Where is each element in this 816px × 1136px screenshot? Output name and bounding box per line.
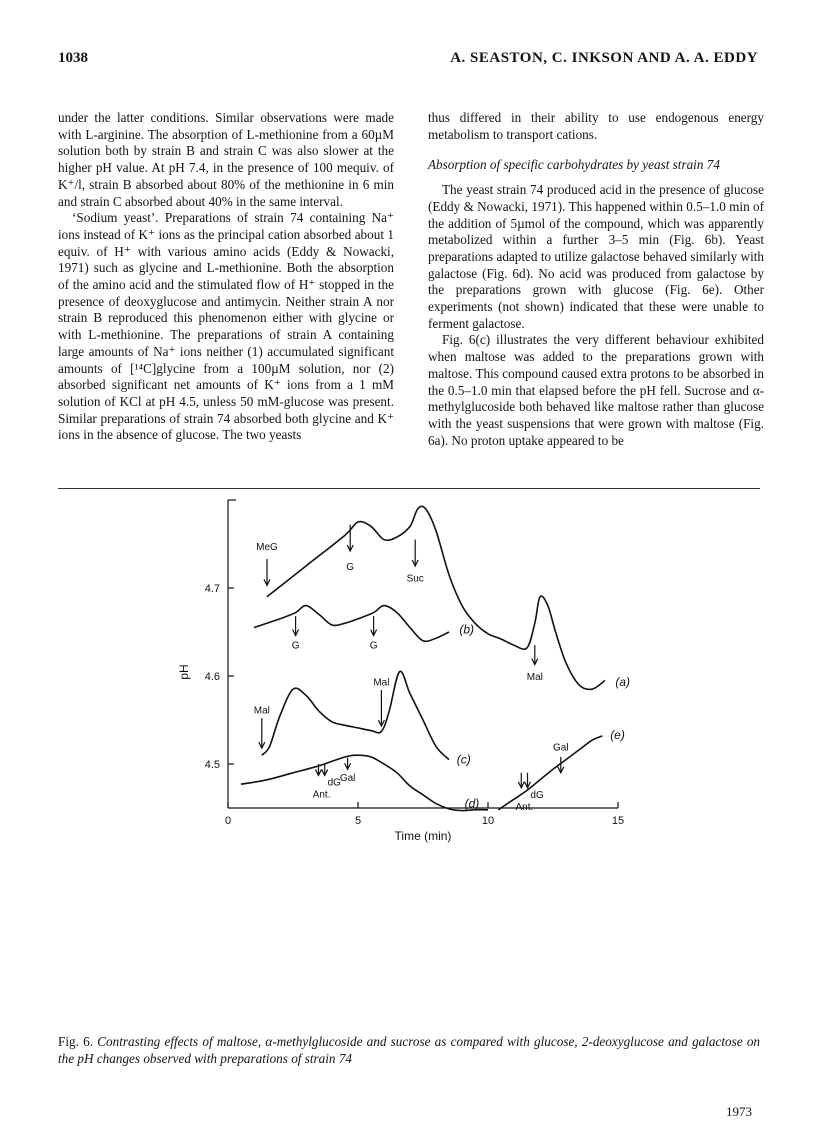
paragraph: Fig. 6(c) illustrates the very different behaviour exhibited when maltose was added to the preparations grown with maltose. This compound caused extra protons to be absorbed in the 0.5–1.0 min that elapsed before the pH fell. Sucrose and α-methylglucoside both behaved like maltose rather than glucose with the yeast suspensions that were grown with maltose (Fig. 6a). No proton uptake appeared to be <box>428 332 764 448</box>
page-number: 1038 <box>58 50 88 66</box>
y-axis-label: pH <box>177 664 191 680</box>
annotation-label: Ant. <box>515 801 534 813</box>
x-tick-label: 0 <box>224 815 232 827</box>
figure-caption-title <box>58 1034 760 1067</box>
series-label: (e) <box>610 727 625 742</box>
series-label: (b) <box>459 622 475 637</box>
section-heading: Absorption of specific carbohydrates by yeast strain 74 <box>428 157 720 173</box>
x-axis-label: Time (min) <box>394 829 452 843</box>
trace-e <box>498 736 602 810</box>
series-label: (c) <box>456 752 471 767</box>
x-tick-label: 10 <box>481 815 495 827</box>
annotation-label: Suc <box>406 573 424 585</box>
x-tick-label: 5 <box>354 815 362 827</box>
annotation-label: dG <box>327 777 341 789</box>
annotation-label: Mal <box>253 705 270 717</box>
paragraph: The yeast strain 74 produced acid in the presence of glucose (Eddy & Nowacki, 1971). This happened within 0.5–1.0 min of the addition of 5µmol of the compound, which was apparently metabolized within a further 3–5 min (Fig. 6b). Yeast preparations adapted to utilize galactose behaved similarly with galactose (Fig. 6d). No acid was produced from galactose by the preparations grown with glucose (Fig. 6e). Other experiments (not shown) indicated that these were unable to ferment galactose. <box>428 182 764 331</box>
figure-caption-label: Fig. 6. <box>58 1034 94 1049</box>
y-tick-label: 4.5 <box>204 759 220 771</box>
annotation-label: G <box>291 640 300 652</box>
trace-b <box>254 606 449 642</box>
annotation-label: MeG <box>256 541 278 553</box>
paragraph-continuation: thus differed in their ability to use endogenous energy metabolism to transport cations. <box>428 110 764 142</box>
series-label: (d) <box>464 796 480 811</box>
y-tick-label: 4.7 <box>204 583 220 595</box>
x-tick-label: 15 <box>611 815 625 827</box>
annotation-label: G <box>369 640 378 652</box>
annotation-label: Gal <box>339 773 356 785</box>
figure-6-chart <box>0 490 816 1040</box>
figure-separator-rule <box>58 488 760 489</box>
trace-d <box>241 752 488 810</box>
figure-caption-title-text: Contrasting effects of maltose, α-methylglucoside and sucrose as compared with glucose, 2-deoxyglucose and galactose on the pH changes observed with preparations of strain 74 <box>58 1034 761 1066</box>
annotation-label: G <box>346 562 355 573</box>
annotation-label: Ant. <box>312 789 331 801</box>
y-tick-label: 4.6 <box>204 671 220 683</box>
running-header-authors: A. SEASTON, C. INKSON AND A. A. EDDY <box>450 50 758 66</box>
annotation-label: Mal <box>526 672 543 683</box>
annotation-label: Gal <box>553 742 569 754</box>
footer-year: 1973 <box>726 1104 752 1119</box>
trace-c <box>262 671 449 759</box>
left-column <box>58 110 394 444</box>
trace-a <box>267 506 605 689</box>
paragraph: under the latter conditions. Similar observations were made with L-arginine. The absorption of L-methionine from a 60µM solution both by strain B and strain C was also slower at the higher pH value. At pH 7.4, in the presence of 100 mequiv. of K⁺/l, strain B absorbed about 80% of the methionine in 6 min and strain C absorbed about 40% in the same interval. <box>58 110 394 209</box>
annotation-label: dG <box>530 789 544 801</box>
paragraph: ‘Sodium yeast’. Preparations of strain 74 containing Na⁺ ions instead of K⁺ ions as the principal cation absorbed about 1 equiv. of H⁺ with various amino acids (Eddy & Nowacki, 1971) such as glycine and L-methionine. Both the absorption of the amino acid and the stimulated flow of H⁺ stopped in the presence of deoxyglucose and antimycin. Neither strain A nor strain B reproduced this phenomenon either with glycine or with L-methionine. The preparations of strain A containing large amounts of Na⁺ ions neither (1) accumulated significant amounts of [¹⁴C]glycine from a 100µM solution, nor (2) absorbed significant net amounts of K⁺ ions from a 1 mM solution of KCl at pH 4.5, unless 50 mM-glucose was present. Similar preparations of strain 74 absorbed both glycine and K⁺ ions in the absence of glucose. The two yeasts <box>58 210 394 443</box>
series-label: (a) <box>615 675 631 690</box>
annotation-label: Mal <box>373 677 390 689</box>
right-column <box>428 110 764 449</box>
